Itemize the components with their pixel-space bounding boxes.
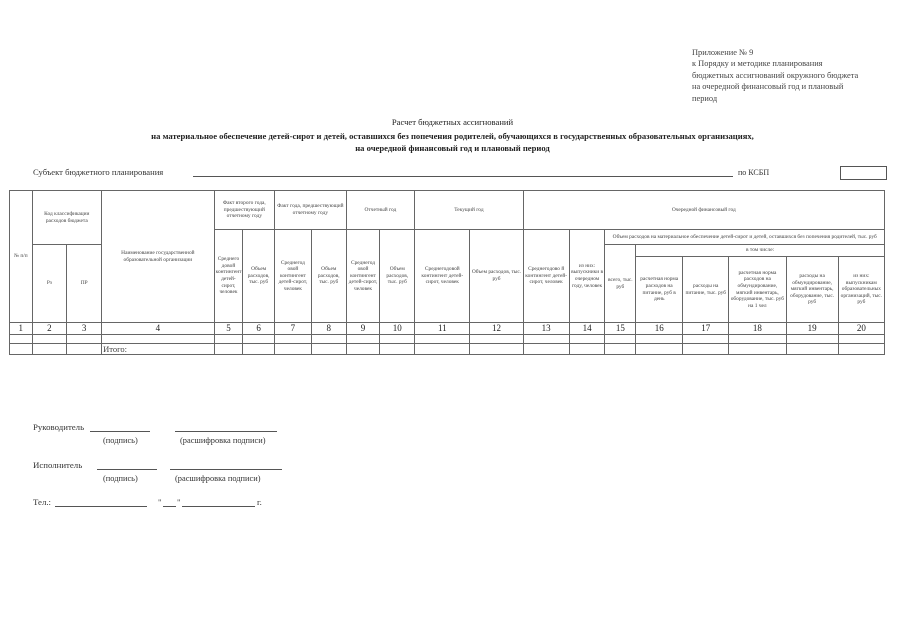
appendix-note bbox=[692, 47, 897, 104]
col-header-vol-a: Объем расходов, тыс. руб bbox=[243, 230, 275, 323]
total-row[interactable] bbox=[10, 344, 885, 355]
column-number: 12 bbox=[470, 323, 523, 335]
column-number: 19 bbox=[786, 323, 838, 335]
col-header-vol-d: Объем расходов, тыс. руб bbox=[470, 230, 523, 323]
column-number: 1 bbox=[10, 323, 33, 335]
appendix-line: к Порядку и методике планирования bbox=[692, 59, 823, 69]
document-title: Расчет бюджетных ассигнований bbox=[391, 117, 514, 127]
table-row[interactable] bbox=[10, 335, 885, 344]
head-label: Руководитель bbox=[33, 422, 85, 432]
col-header-avg-d: Среднегодовой контингент детей-сирот, человек bbox=[415, 230, 470, 323]
column-number: 20 bbox=[838, 323, 884, 335]
appendix-line: бюджетных ассигнований окружного бюджета bbox=[692, 70, 859, 80]
budget-table bbox=[9, 190, 885, 355]
col-header-avg-c: Среднегод овой контингент детей-сирот, человек bbox=[346, 230, 380, 323]
appendix-line: Приложение № 9 bbox=[692, 48, 754, 57]
subject-label: Субъект бюджетного планирования bbox=[33, 167, 164, 177]
year-suffix: г. bbox=[257, 497, 262, 507]
col-header-clothes-exp: расходы на обмундирование, мягкий инвентарь, оборудование, тыс. руб bbox=[786, 257, 838, 323]
appendix-line: на очередной финансовый год и плановый bbox=[692, 82, 844, 92]
subject-field[interactable] bbox=[193, 176, 733, 177]
head-decoding-field[interactable] bbox=[175, 431, 277, 432]
column-number: 14 bbox=[569, 323, 605, 335]
col-header-org: Наименование государственной образовательной организации bbox=[102, 191, 215, 323]
date-quote-open: " bbox=[158, 497, 162, 507]
col-header-code: Код классификации расходов бюджета bbox=[32, 191, 102, 245]
col-header-avg-e: Среднегодово й контингент детей-сирот, человек bbox=[523, 230, 569, 323]
col-header-current: Текущий год bbox=[415, 191, 523, 230]
column-number: 5 bbox=[214, 323, 243, 335]
column-number: 4 bbox=[102, 323, 215, 335]
date-month-field[interactable] bbox=[182, 506, 255, 507]
column-number: 2 bbox=[32, 323, 67, 335]
ksbp-label: по КСБП bbox=[738, 168, 770, 177]
document-period: на очередной финансовый год и плановый период bbox=[355, 143, 550, 153]
col-header-fact: Факт года, предшествующий отчетному году bbox=[275, 191, 347, 230]
col-header-fact2: Факт второго года, предшествующий отчетному году bbox=[214, 191, 274, 230]
column-number: 11 bbox=[415, 323, 470, 335]
column-number: 18 bbox=[729, 323, 786, 335]
col-header-norm-food: расчетная норма расходов на питание, руб в день bbox=[636, 257, 683, 323]
col-header-total: всего, тыс. руб bbox=[605, 245, 636, 323]
date-day-field[interactable] bbox=[163, 506, 176, 507]
col-header-grad-exp: из них: выпускникам образовательных организаций, тыс. руб bbox=[838, 257, 884, 323]
column-number: 7 bbox=[275, 323, 312, 335]
column-number: 13 bbox=[523, 323, 569, 335]
executor-label: Исполнитель bbox=[33, 460, 83, 470]
column-number: 6 bbox=[243, 323, 275, 335]
executor-signature-caption: (подпись) bbox=[103, 474, 138, 483]
column-number: 15 bbox=[605, 323, 636, 335]
phone-field[interactable] bbox=[55, 506, 147, 507]
col-header-no: № п/п bbox=[10, 191, 33, 323]
col-header-avg-b: Среднегод овой контингент детей-сирот, человек bbox=[275, 230, 312, 323]
col-header-report: Отчетный год bbox=[346, 191, 415, 230]
col-header-vol-c: Объем расходов, тыс. руб bbox=[380, 230, 415, 323]
col-header-including: в том числе: bbox=[636, 245, 885, 257]
column-number: 9 bbox=[346, 323, 380, 335]
total-label: Итого: bbox=[102, 344, 215, 355]
document-subtitle: на материальное обеспечение детей-сирот и детей, оставшихся без попечения родителей, обучающихся в государственных образовательных организациях, bbox=[151, 131, 754, 141]
column-number: 10 bbox=[380, 323, 415, 335]
executor-decoding-field[interactable] bbox=[170, 469, 282, 470]
col-header-rz: Рз bbox=[32, 245, 67, 323]
col-header-volume: Объем расходов на материальное обеспечение детей-сирот и детей, оставшихся без попечения родителей, тыс. руб bbox=[605, 230, 885, 245]
column-numbers-row bbox=[10, 323, 885, 335]
head-decoding-caption: (расшифровка подписи) bbox=[180, 436, 266, 445]
col-header-vol-b: Объем расходов, тыс. руб bbox=[311, 230, 346, 323]
col-header-next: Очередной финансовый год bbox=[523, 191, 884, 230]
phone-label: Тел.: bbox=[33, 497, 51, 507]
appendix-line: период bbox=[692, 93, 718, 103]
col-header-pr: ПР bbox=[67, 245, 102, 323]
column-number: 8 bbox=[311, 323, 346, 335]
head-signature-caption: (подпись) bbox=[103, 436, 138, 445]
col-header-avg-a: Среднего довой контингент детей-сирот, человек bbox=[214, 230, 243, 323]
head-signature-field[interactable] bbox=[90, 431, 150, 432]
col-header-norm-clothes: расчетная норма расходов на обмундирование, мягкий инвентарь, оборудование, тыс. руб на 1 чел bbox=[729, 257, 786, 323]
col-header-graduates: из них: выпускники в очередном году, человек bbox=[569, 230, 605, 323]
date-quote-close: " bbox=[177, 497, 181, 507]
column-number: 17 bbox=[683, 323, 729, 335]
executor-decoding-caption: (расшифровка подписи) bbox=[175, 474, 261, 483]
col-header-food-exp: расходы на питание, тыс. руб bbox=[683, 257, 729, 323]
column-number: 3 bbox=[67, 323, 102, 335]
ksbp-code-box[interactable] bbox=[840, 166, 887, 180]
executor-signature-field[interactable] bbox=[97, 469, 157, 470]
column-number: 16 bbox=[636, 323, 683, 335]
